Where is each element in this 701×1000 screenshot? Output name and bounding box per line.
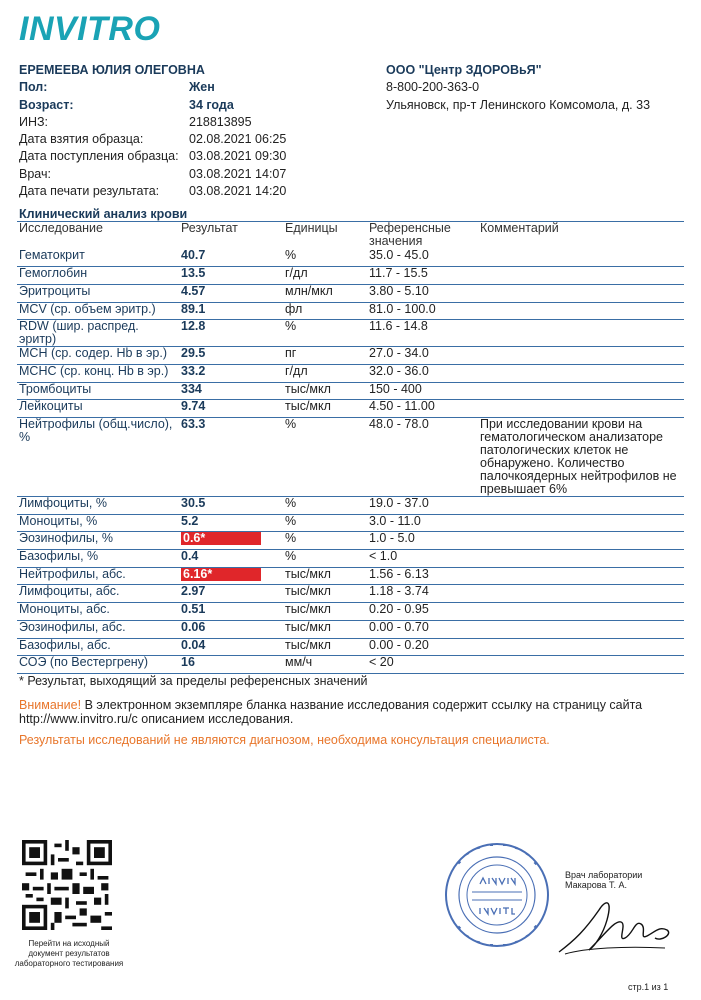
patient-field-value: 34 года [189,97,234,112]
table-row [17,585,684,603]
comment-cell [478,249,684,267]
comment-cell [478,400,684,418]
patient-field [19,148,349,165]
ref-cell: 19.0 - 37.0 [367,497,478,515]
table-row [17,267,684,285]
units-cell: тыс/мкл [283,620,367,638]
test-cell[interactable]: Нейтрофилы, абс. [17,567,179,585]
clinic-info [386,62,650,114]
comment-cell [478,620,684,638]
warning-note [19,698,659,726]
test-cell[interactable]: Гематокрит [17,249,179,267]
patient-field-label: ИНЗ: [19,114,49,129]
invitro-logo: INVITRO [19,10,161,48]
table-row [17,497,684,515]
table-row [17,284,684,302]
table-row [17,550,684,568]
section-title: Клинический анализ крови [19,207,188,221]
table-row [17,603,684,621]
qr-caption: Перейти на исходный документ результатов лабораторного тестирования [14,939,124,968]
col-result: Результат [181,221,238,235]
out-of-range-result: 0.6* [181,532,261,545]
table-row [17,620,684,638]
result-cell [179,567,283,585]
ref-cell: 0.20 - 0.95 [367,603,478,621]
ref-cell: 150 - 400 [367,382,478,400]
test-cell[interactable]: Лейкоциты [17,400,179,418]
result-cell: 0.04 [179,638,283,656]
units-cell: фл [283,302,367,320]
comment-cell: При исследовании крови на гематологическом анализаторе патологических клеток не обнаружено. Количество палочкоядерных нейтрофилов не превышает 6% [478,418,684,497]
result-cell: 40.7 [179,249,283,267]
patient-field [19,183,349,200]
test-cell[interactable]: Лимфоциты, % [17,497,179,515]
units-cell: млн/мкл [283,284,367,302]
table-row [17,400,684,418]
patient-field [19,166,349,183]
comment-cell [478,656,684,674]
comment-cell [478,638,684,656]
table-row [17,532,684,550]
patient-field [19,97,349,114]
units-cell: тыс/мкл [283,400,367,418]
result-cell: 9.74 [179,400,283,418]
table-row [17,382,684,400]
test-cell[interactable]: Гемоглобин [17,267,179,285]
units-cell: тыс/мкл [283,603,367,621]
units-cell: % [283,320,367,347]
comment-cell [478,364,684,382]
doctor-name: Макарова Т. А. [565,880,627,890]
clinic-address: Ульяновск, пр-т Ленинского Комсомола, д. 33 [386,97,651,112]
comment-cell [478,347,684,365]
patient-field-value: 03.08.2021 14:07 [189,166,287,181]
patient-field-label: Пол: [19,80,48,95]
test-cell[interactable]: Моноциты, % [17,514,179,532]
result-cell: 13.5 [179,267,283,285]
result-cell: 0.06 [179,620,283,638]
table-row [17,567,684,585]
result-cell: 63.3 [179,418,283,497]
comment-cell [478,302,684,320]
signature-icon [555,890,675,960]
col-comment: Комментарий [480,221,559,235]
patient-field-value: Жен [189,80,215,95]
test-cell[interactable]: Эозинофилы, % [17,532,179,550]
comment-cell [478,550,684,568]
clinic-name: ООО "Центр ЗДОРОВьЯ" [386,63,542,77]
patient-name: ЕРЕМЕЕВА ЮЛИЯ ОЛЕГОВНА [19,63,205,77]
patient-field [19,114,349,131]
comment-cell [478,585,684,603]
units-cell: % [283,418,367,497]
patient-field-label: Дата поступления образца: [19,149,179,164]
units-cell: мм/ч [283,656,367,674]
test-cell[interactable]: Тромбоциты [17,382,179,400]
footnote: * Результат, выходящий за пределы референсных значений [19,674,368,688]
ref-cell: 0.00 - 0.70 [367,620,478,638]
test-cell[interactable]: Лимфоциты, абс. [17,585,179,603]
units-cell: % [283,514,367,532]
ref-cell: 32.0 - 36.0 [367,364,478,382]
ref-cell: 27.0 - 34.0 [367,347,478,365]
result-cell: 334 [179,382,283,400]
ref-cell: 4.50 - 11.00 [367,400,478,418]
page-number: стр.1 из 1 [628,982,669,992]
patient-field-label: Дата взятия образца: [19,132,144,147]
result-cell: 33.2 [179,364,283,382]
ref-cell: 48.0 - 78.0 [367,418,478,497]
ref-cell: 1.18 - 3.74 [367,585,478,603]
warning-label: Внимание! [19,698,82,712]
patient-field-value: 218813895 [189,114,252,129]
ref-cell: 3.0 - 11.0 [367,514,478,532]
test-cell[interactable]: RDW (шир. распред. эритр) [17,320,179,347]
result-cell: 0.51 [179,603,283,621]
comment-cell [478,497,684,515]
comment-cell [478,514,684,532]
result-cell [179,532,283,550]
test-cell[interactable]: СОЭ (по Вестергрену) [17,656,179,674]
comment-cell [478,267,684,285]
table-header [17,222,684,249]
units-cell: % [283,532,367,550]
units-cell: пг [283,347,367,365]
units-cell: г/дл [283,267,367,285]
comment-cell [478,382,684,400]
result-cell: 12.8 [179,320,283,347]
table-row [17,302,684,320]
table-row [17,364,684,382]
result-cell: 30.5 [179,497,283,515]
table-row [17,656,684,674]
test-cell[interactable]: MCH (ср. содер. Hb в эр.) [17,347,179,365]
table-row [17,320,684,347]
patient-field [19,131,349,148]
result-cell: 16 [179,656,283,674]
result-cell: 29.5 [179,347,283,365]
result-cell: 2.97 [179,585,283,603]
table-row [17,514,684,532]
ref-cell: 1.0 - 5.0 [367,532,478,550]
units-cell: тыс/мкл [283,638,367,656]
comment-cell [478,567,684,585]
doctor-title: Врач лаборатории [565,870,643,880]
ref-cell: < 20 [367,656,478,674]
results-table [17,222,684,674]
units-cell: г/дл [283,364,367,382]
comment-cell [478,320,684,347]
result-cell: 4.57 [179,284,283,302]
units-cell: тыс/мкл [283,382,367,400]
qr-code[interactable] [22,840,112,930]
comment-cell [478,532,684,550]
patient-field-label: Дата печати результата: [19,184,160,199]
table-row [17,638,684,656]
table-row [17,347,684,365]
clinic-phone: 8-800-200-363-0 [386,80,480,95]
lab-stamp-icon [444,842,550,948]
patient-field-label: Возраст: [19,97,74,112]
ref-cell: < 1.0 [367,550,478,568]
comment-cell [478,284,684,302]
test-cell[interactable]: Моноциты, абс. [17,603,179,621]
test-cell[interactable]: Эозинофилы, абс. [17,620,179,638]
units-cell: % [283,550,367,568]
doctor-info [565,870,642,890]
test-cell[interactable]: Базофилы, % [17,550,179,568]
disclaimer: Результаты исследований не являются диагнозом, необходима консультация специалиста. [19,733,550,747]
test-cell[interactable]: Базофилы, абс. [17,638,179,656]
table-row [17,418,684,497]
patient-field-value: 02.08.2021 06:25 [189,132,287,147]
ref-cell: 3.80 - 5.10 [367,284,478,302]
ref-cell: 0.00 - 0.20 [367,638,478,656]
comment-cell [478,603,684,621]
ref-cell: 11.6 - 14.8 [367,320,478,347]
col-units: Единицы [285,221,338,235]
patient-field-label: Врач: [19,166,51,181]
units-cell: тыс/мкл [283,567,367,585]
out-of-range-result: 6.16* [181,568,261,581]
units-cell: % [283,249,367,267]
ref-cell: 81.0 - 100.0 [367,302,478,320]
result-cell: 89.1 [179,302,283,320]
ref-cell: 1.56 - 6.13 [367,567,478,585]
result-cell: 5.2 [179,514,283,532]
units-cell: % [283,497,367,515]
result-cell: 0.4 [179,550,283,568]
ref-cell: 11.7 - 15.5 [367,267,478,285]
patient-info [19,62,349,200]
warning-text[interactable]: В электронном экземпляре бланка название исследования содержит ссылку на страницу сайта http://www.invitro.ru/с описанием исследования. [19,698,643,726]
test-cell[interactable]: Эритроциты [17,284,179,302]
units-cell: тыс/мкл [283,585,367,603]
test-cell[interactable]: MCHC (ср. конц. Hb в эр.) [17,364,179,382]
patient-field [19,79,349,96]
ref-cell: 35.0 - 45.0 [367,249,478,267]
patient-field-value: 03.08.2021 09:30 [189,149,287,164]
patient-field-value: 03.08.2021 14:20 [189,184,287,199]
test-cell[interactable]: Нейтрофилы (общ.число), % [17,418,179,497]
table-row [17,249,684,267]
test-cell[interactable]: MCV (ср. объем эритр.) [17,302,179,320]
col-test: Исследование [19,221,103,235]
col-ref: Референсные значения [369,221,451,248]
